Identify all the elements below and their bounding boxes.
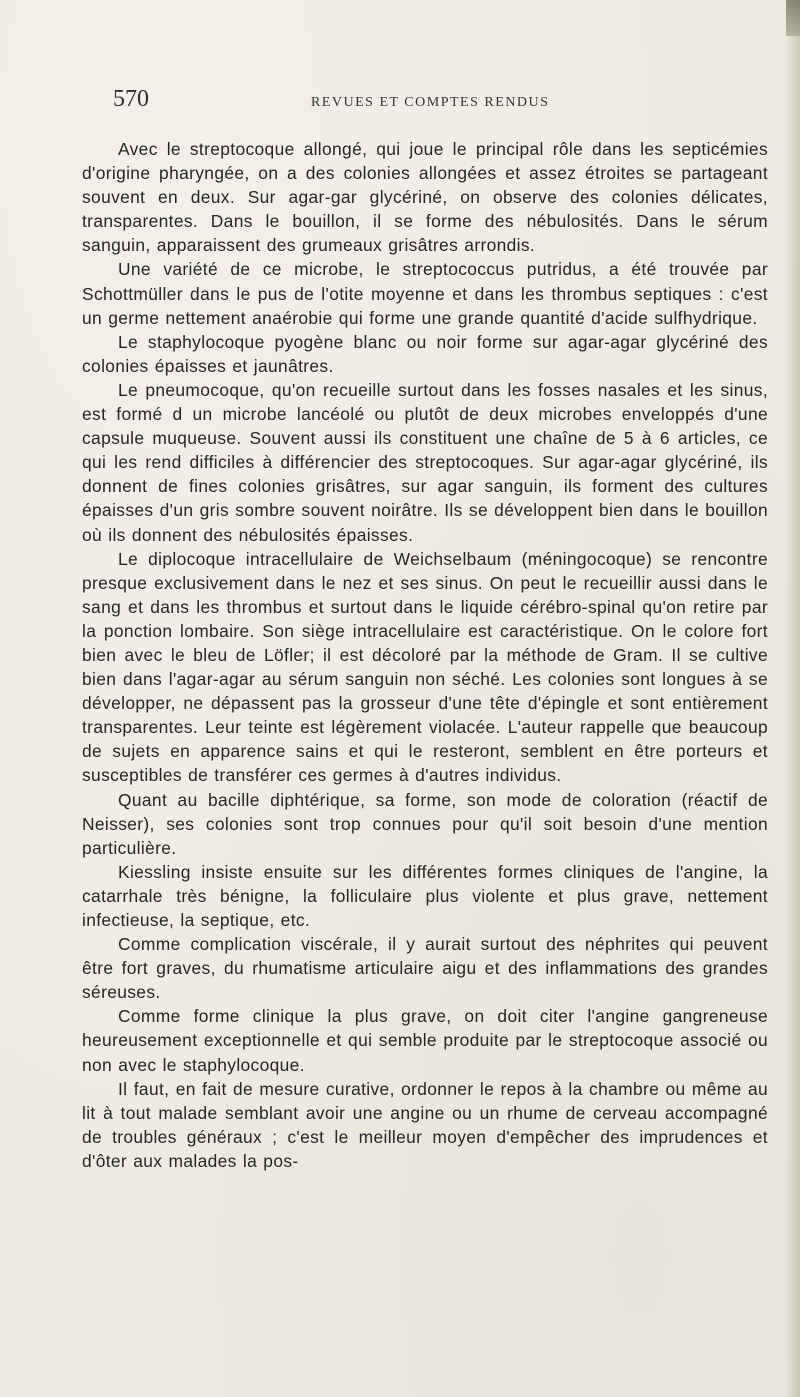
paragraph-kiessling: Kiessling insiste ensuite sur les différentes formes cliniques de l'angine, la catarrhale très bénigne, la folliculaire plus violente et plus grave, nettement infectieuse, la septique, etc.	[82, 861, 768, 930]
page-number: 570	[113, 86, 149, 112]
page-header	[113, 86, 768, 118]
corner-mark	[786, 0, 800, 36]
paragraph-angine-gangreneuse: Comme forme clinique la plus grave, on doit citer l'angine gangreneuse heureusement exceptionnelle et qui semble produite par le streptocoque associé ou non avec le staphylocoque.	[82, 1006, 768, 1075]
paragraph-mesure-curative: Il faut, en fait de mesure curative, ordonner le repos à la chambre ou même au lit à tout malade semblant avoir une angine ou un rhume de cerveau accompagné de troubles généraux ; c'est le meilleur moyen d'empêcher des imprudences et d'ôter aux malades la pos-	[82, 1078, 768, 1171]
paragraph-streptocoque-allonge: Avec le streptocoque allongé, qui joue le principal rôle dans les septicémies d'origine pharyngée, on a des colonies allongées et assez étroites se partageant souvent en deux. Sur agar-gar glycériné, on observe des colonies délicates, transparentes. Dans le bouillon, il se forme des nébulosités. Dans le sérum sanguin, apparaissent des grumeaux grisâtres arrondis.	[82, 139, 768, 256]
paragraph-pneumocoque: Le pneumocoque, qu'on recueille surtout dans les fosses nasales et les sinus, est formé d un microbe lancéolé ou plutôt de deux microbes enveloppés d'une capsule muqueuse. Souvent aussi ils constituent une chaîne de 5 à 6 articles, ce qui les rend difficiles à différencier des streptocoques. Sur agar-agar glycériné, ils donnent de fines colonies grisâtres, sur agar sanguin, ils forment des cultures épaisses d'un gris sombre souvent noirâtre. Ils se développent bien dans le bouillon où ils donnent des nébulosités épaisses.	[82, 379, 768, 545]
article-body	[82, 137, 768, 1173]
running-head: REVUES ET COMPTES RENDUS	[311, 95, 550, 110]
paragraph-streptococcus-putridus: Une variété de ce microbe, le streptococcus putridus, a été trouvée par Schottmüller dans le pus de l'otite moyenne et dans les thrombus septiques : c'est un germe nettement anaérobie qui forme une grande quantité d'acide sulfhydrique.	[82, 259, 768, 328]
paragraph-complication-viscerale: Comme complication viscérale, il y aurait surtout des néphrites qui peuvent être fort graves, du rhumatisme articulaire aigu et des inflammations des grandes séreuses.	[82, 934, 768, 1003]
paragraph-bacille-diphterique: Quant au bacille diphtérique, sa forme, son mode de coloration (réactif de Neisser), ses colonies sont trop connues pour qu'il soit besoin d'une mention particulière.	[82, 789, 768, 858]
paragraph-staphylocoque: Le staphylocoque pyogène blanc ou noir forme sur agar-agar glycériné des colonies épaisses et jaunâtres.	[82, 331, 768, 376]
page-edge-shadow	[784, 0, 800, 1397]
paragraph-diplocoque: Le diplocoque intracellulaire de Weichselbaum (méningocoque) se rencontre presque exclusivement dans le nez et ses sinus. On peut le recueillir aussi dans le sang et dans les thrombus et surtout dans le liquide cérébro-spinal qu'on retire par la ponction lombaire. Son siège intracellulaire est caractéristique. On le colore fort bien avec le bleu de Löfler; il est décoloré par la méthode de Gram. Il se cultive bien dans l'agar-agar au sérum sanguin non séché. Les colonies sont longues à se développer, ne dépassent pas la grosseur d'une tête d'épingle et sont entièrement transparentes. Leur teinte est légèrement violacée. L'auteur rappelle que beaucoup de sujets en apparence sains et qui le resteront, semblent en être porteurs et susceptibles de transférer ces germes à d'autres individus.	[82, 548, 768, 786]
